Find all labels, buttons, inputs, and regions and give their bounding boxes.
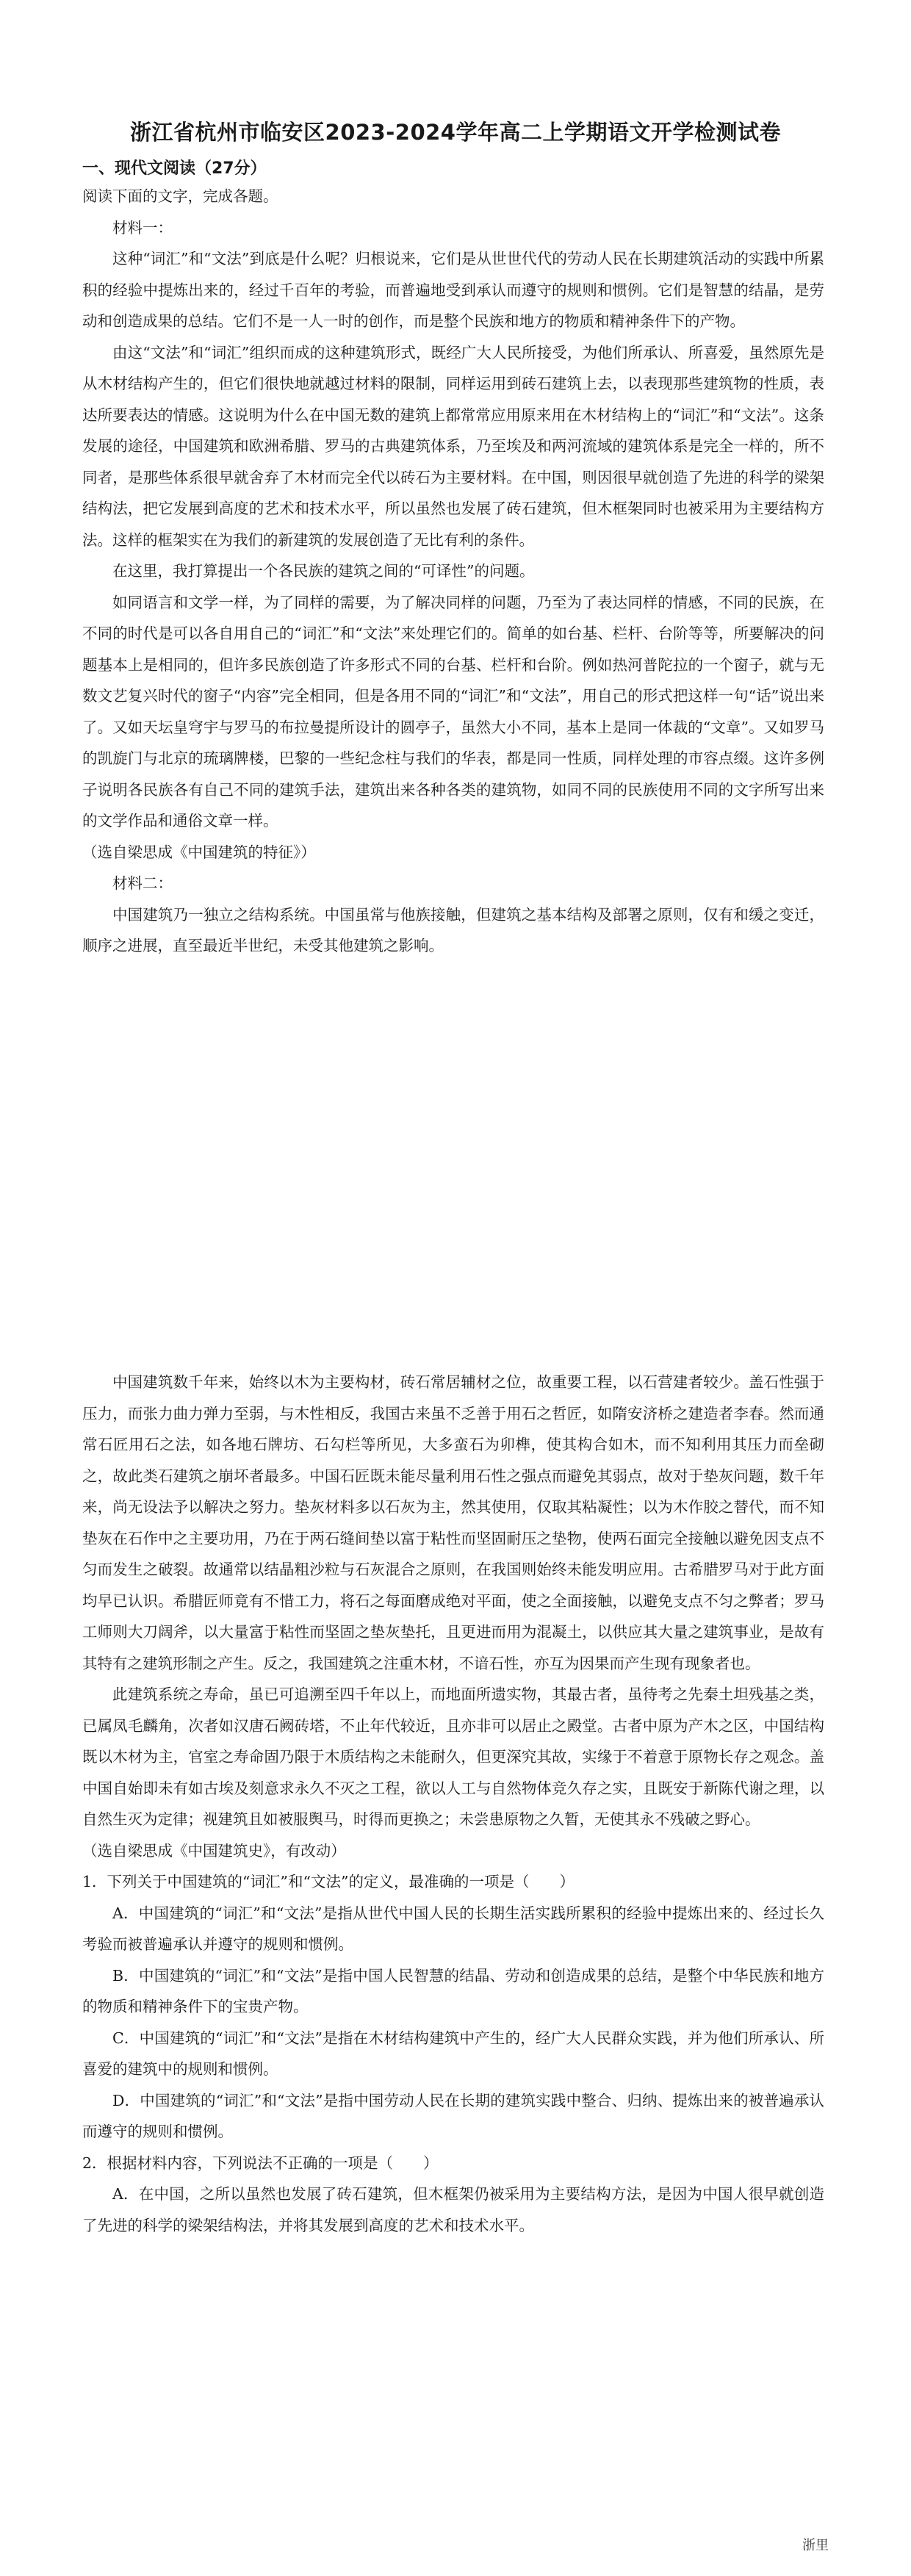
question-stem: 1．下列关于中国建筑的“词汇”和“文法”的定义，最准确的一项是（ ）: [82, 1873, 575, 1890]
material-two-label: 材料二：: [112, 874, 173, 892]
question-stem: 2．根据材料内容，下列说法不正确的一项是（ ）: [82, 2154, 439, 2172]
material-one-source: （选自梁思成《中国建筑的特征》）: [82, 843, 316, 861]
material-one-paragraph: 这种“词汇”和“文法”到底是什么呢？归根说来，它们是从世世代代的劳动人民在长期建筑活动的实践中所累积的经验中提炼出来的，经过千百年的考验，而普遍地受到承认而遵守的规则和惯例。它们是智慧的结晶，是劳动和创造成果的总结。它们不是一人一时的创作，而是整个民族和地方的物质和精神条件下的产物。: [82, 250, 824, 330]
instruction-text: 阅读下面的文字，完成各题。: [82, 187, 278, 205]
material-one-label: 材料一：: [112, 218, 173, 237]
page-footer: 浙里: [802, 2538, 829, 2553]
material-two-source: （选自梁思成《中国建筑史》，有改动）: [82, 1841, 346, 1860]
question-option: A．中国建筑的“词汇”和“文法”是指从世代中国人民的长期生活实践所累积的经验中提炼出来的、经过长久考验而被普遍承认并遵守的规则和惯例。: [82, 1904, 824, 1953]
section-heading: 一、现代文阅读（27分）: [82, 159, 267, 178]
material-two-intro: 中国建筑乃一独立之结构系统。中国虽常与他族接触，但建筑之基本结构及部署之原则，仅有和缓之变迁，顺序之进展，直至最近半世纪，未受其他建筑之影响。: [82, 905, 824, 954]
material-one-paragraph: 如同语言和文学一样，为了同样的需要，为了解决同样的问题，乃至为了表达同样的情感，不同的民族，在不同的时代是可以各自用自己的“词汇”和“文法”来处理它们的。简单的如台基、栏杆、台阶等等，所要解决的问题基本上是相同的，但许多民族创造了许多形式不同的台基、栏杆和台阶。例如热河普陀拉的一个窗子，就与无数文艺复兴时代的窗子“内容”完全相同，但是各用不同的“词汇”和“文法”，用自己的形式把这样一句“话”说出来了。又如天坛皇穹宇与罗马的布拉曼提所设计的圆亭子，虽然大小不同，基本上是同一体裁的“文章”。又如罗马的凯旋门与北京的琉璃牌楼，巴黎的一些纪念柱与我们的华表，都是同一性质，同样处理的市容点缀。这许多例子说明各民族各有自己不同的建筑手法，建筑出来各种各类的建筑物，如同不同的民族使用不同的文字所写出来的文学作品和通俗文章一样。: [82, 593, 824, 830]
question-option: B．中国建筑的“词汇”和“文法”是指中国人民智慧的结晶、劳动和创造成果的总结，是整个中华民族和地方的物质和精神条件下的宝贵产物。: [82, 1966, 824, 2015]
material-two-paragraph: 此建筑系统之寿命，虽已可追溯至四千年以上，而地面所遗实物，其最古者，虽待考之先秦土坦残基之类，已属凤毛麟角，次者如汉唐石阙砖塔，不止年代较近，且亦非可以居止之殿堂。古者中原为产木之区，中国结构既以木材为主，官室之寿命固乃限于木质结构之未能耐久，但更深究其故，实缘于不着意于原物长存之观念。盖中国自始即未有如古埃及刻意求永久不灭之工程，欲以人工与自然物体竞久存之实，且既安于新陈代谢之理，以自然生灭为定律；视建筑且如被服舆马，时得而更换之；未尝患原物之久暂，无使其永不残破之野心。: [82, 1685, 824, 1828]
question-option: C．中国建筑的“词汇”和“文法”是指在木材结构建筑中产生的，经广大人民群众实践，并为他们所承认、所喜爱的建筑中的规则和惯例。: [82, 2029, 824, 2078]
question-option: A．在中国，之所以虽然也发展了砖石建筑，但木框架仍被采用为主要结构方法，是因为中国人很早就创造了先进的科学的梁架结构法，并将其发展到高度的艺术和技术水平。: [82, 2185, 824, 2234]
question-option: D．中国建筑的“词汇”和“文法”是指中国劳动人民在长期的建筑实践中整合、归纳、提炼出来的被普遍承认而遵守的规则和惯例。: [82, 2091, 824, 2140]
material-two-block: [82, 1367, 824, 2241]
material-one-block: [82, 181, 824, 962]
material-one-paragraph: 由这“文法”和“词汇”组织而成的这种建筑形式，既经广大人民所接受，为他们所承认、所喜爱，虽然原先是从木材结构产生的，但它们很快地就越过材料的限制，同样运用到砖石建筑上去，以表现那些建筑物的性质，表达所要表达的情感。这说明为什么在中国无数的建筑上都常常应用原来用在木材结构上的“词汇”和“文法”。这条发展的途径，中国建筑和欧洲希腊、罗马的古典建筑体系，乃至埃及和两河流域的建筑体系是完全一样的，所不同者，是那些体系很早就舍弃了木材而完全代以砖石为主要材料。在中国，则因很早就创造了先进的科学的梁架结构法，把它发展到高度的艺术和技术水平，所以虽然也发展了砖石建筑，但木框架同时也被采用为主要结构方法。这样的框架实在为我们的新建筑的发展创造了无比有利的条件。: [82, 343, 824, 549]
material-two-paragraph: 中国建筑数千年来，始终以木为主要构材，砖石常居辅材之位，故重要工程，以石营建者较少。盖石性强于压力，而张力曲力弹力至弱，与木性相反，我国古来虽不乏善于用石之哲匠，如隋安济桥之建造者李春。然而通常石匠用石之法，如各地石牌坊、石勾栏等所见，大多蛮石为卯榫，使其构合如木，而不知利用其压力而垒砌之，故此类石建筑之崩坏者最多。中国石匠既未能尽量利用石性之强点而避免其弱点，故对于垫灰问题，数千年来，尚无设法予以解决之努力。垫灰材料多以石灰为主，然其使用，仅取其粘凝性；以为木作胶之替代，而不知垫灰在石作中之主要功用，乃在于两石缝间垫以富于粘性而坚固耐压之垫物，使两石面完全接触以避免因支点不匀而发生之破裂。故通常以结晶粗沙粒与石灰混合之原则，在我国则始终未能发明应用。古希腊罗马对于此方面均早已认识。希腊匠师竟有不惜工力，将石之每面磨成绝对平面，使之全面接触，以避免支点不匀之弊者；罗马工师则大刀阔斧，以大量富于粘性而坚固之垫灰垫托，且更进而用为混凝土，以供应其大量之建筑事业，是故有其特有之建筑形制之产生。反之，我国建筑之注重木材，不谙石性，亦互为因果而产生现有现象者也。: [82, 1373, 824, 1672]
exam-title: 浙江省杭州市临安区2023-2024学年高二上学期语文开学检测试卷: [130, 120, 781, 145]
material-one-paragraph: 在这里，我打算提出一个各民族的建筑之间的“可译性”的问题。: [112, 562, 535, 580]
